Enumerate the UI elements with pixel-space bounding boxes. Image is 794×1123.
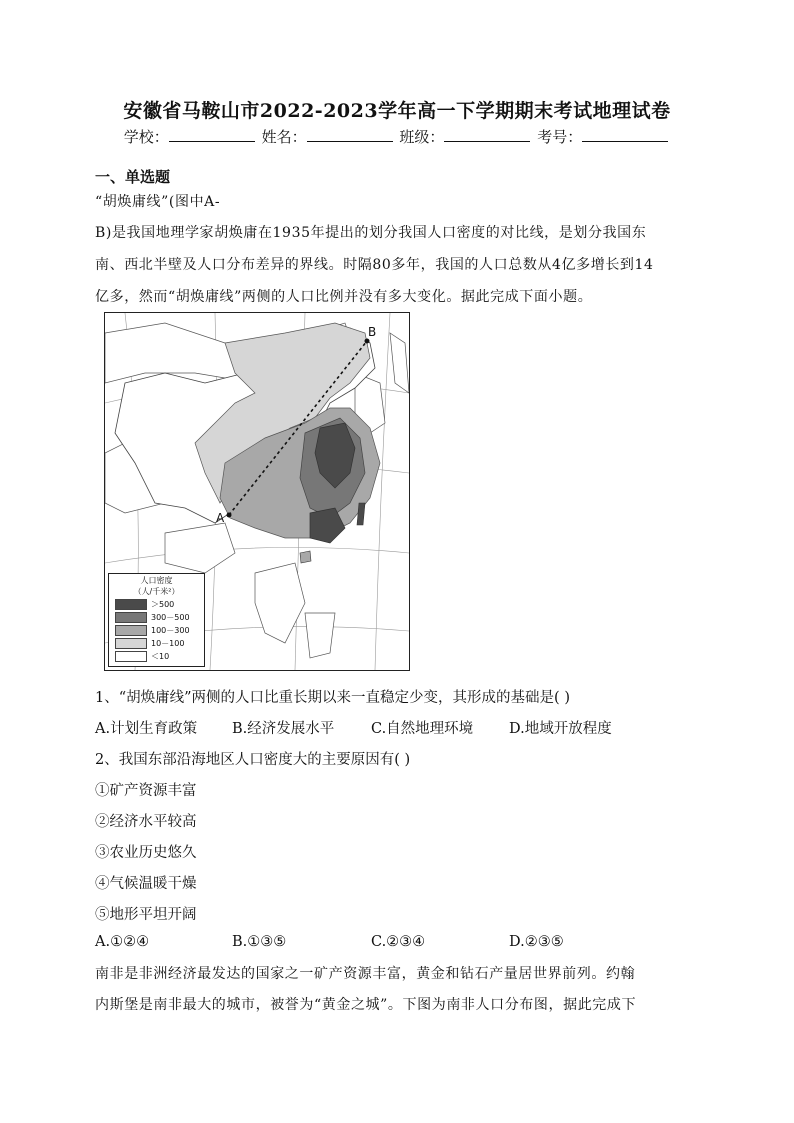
intro-line-4: 亿多，然而“胡焕庸线”两侧的人口比例并没有多大变化。据此完成下面小题。 <box>95 289 593 305</box>
legend-label: 10－100 <box>151 639 185 648</box>
legend-unit: （人/千米²） <box>133 587 180 596</box>
q1-option-a[interactable]: A.计划生育政策 <box>95 721 198 737</box>
legend-row-2 <box>115 613 190 622</box>
legend-title: 人口密度 <box>140 576 173 585</box>
legend-label: ＜10 <box>151 652 170 661</box>
legend-swatch <box>115 625 147 636</box>
point-a-label: A <box>216 511 225 525</box>
intro-line-2: B)是我国地理学家胡焕庸在1935年提出的划分我国人口密度的对比线，是划分我国东 <box>95 225 647 241</box>
q2-item-5: ⑤地形平坦开阔 <box>95 907 197 923</box>
name-blank[interactable] <box>307 127 393 142</box>
question-1-stem: 1、“胡焕庸线”两侧的人口比重长期以来一直稳定少变，其形成的基础是( ) <box>95 690 570 706</box>
q2-item-2: ②经济水平较高 <box>95 814 197 830</box>
school-label: 学校： <box>123 128 169 146</box>
q2-option-d[interactable]: D.②③⑤ <box>509 934 564 950</box>
section-title: 一、单选题 <box>95 168 171 186</box>
intro-line-1: “胡焕庸线”(图中A- <box>95 194 221 210</box>
map-legend <box>108 573 205 667</box>
student-info-line <box>0 126 794 147</box>
school-blank[interactable] <box>169 127 255 142</box>
legend-swatch <box>115 651 147 662</box>
page-title: 安徽省马鞍山市2022-2023学年高一下学期期末考试地理试卷 <box>123 100 671 122</box>
legend-label: 100－300 <box>151 626 190 635</box>
next-intro-line-1: 南非是非洲经济最发达的国家之一矿产资源丰富，黄金和钻石产量居世界前列。约翰 <box>95 966 636 982</box>
intro-line-3: 南、西北半壁及人口分布差异的界线。时隔80多年，我国的人口总数从4亿多增长到14 <box>95 257 654 273</box>
q2-item-1: ①矿产资源丰富 <box>95 783 197 799</box>
q2-option-c[interactable]: C.②③④ <box>371 934 426 950</box>
legend-swatch <box>115 599 147 610</box>
q1-option-d[interactable]: D.地域开放程度 <box>509 721 612 737</box>
legend-row-5 <box>115 652 169 661</box>
next-intro-line-2: 内斯堡是南非最大的城市，被誉为“黄金之城”。下图为南非人口分布图，据此完成下 <box>95 997 637 1013</box>
exam-number-label: 考号： <box>537 128 583 146</box>
legend-label: 300－500 <box>151 613 190 622</box>
q2-item-3: ③农业历史悠久 <box>95 845 197 861</box>
legend-row-1 <box>115 600 174 609</box>
legend-swatch <box>115 612 147 623</box>
class-blank[interactable] <box>444 127 530 142</box>
legend-row-4 <box>115 639 184 648</box>
legend-label: ＞500 <box>151 600 175 609</box>
point-b-label: B <box>368 325 377 339</box>
legend-swatch <box>115 638 147 649</box>
class-label: 班级： <box>399 128 445 146</box>
q1-option-b[interactable]: B.经济发展水平 <box>232 721 335 737</box>
q1-option-c[interactable]: C.自然地理环境 <box>371 721 474 737</box>
q2-option-a[interactable]: A.①②④ <box>95 934 150 950</box>
q2-option-b[interactable]: B.①③⑤ <box>232 934 287 950</box>
exam-number-blank[interactable] <box>582 127 668 142</box>
population-density-map <box>104 312 410 671</box>
question-2-stem: 2、我国东部沿海地区人口密度大的主要原因有( ) <box>95 752 411 768</box>
q2-item-4: ④气候温暖干燥 <box>95 876 197 892</box>
name-label: 姓名： <box>261 128 307 146</box>
legend-row-3 <box>115 626 190 635</box>
